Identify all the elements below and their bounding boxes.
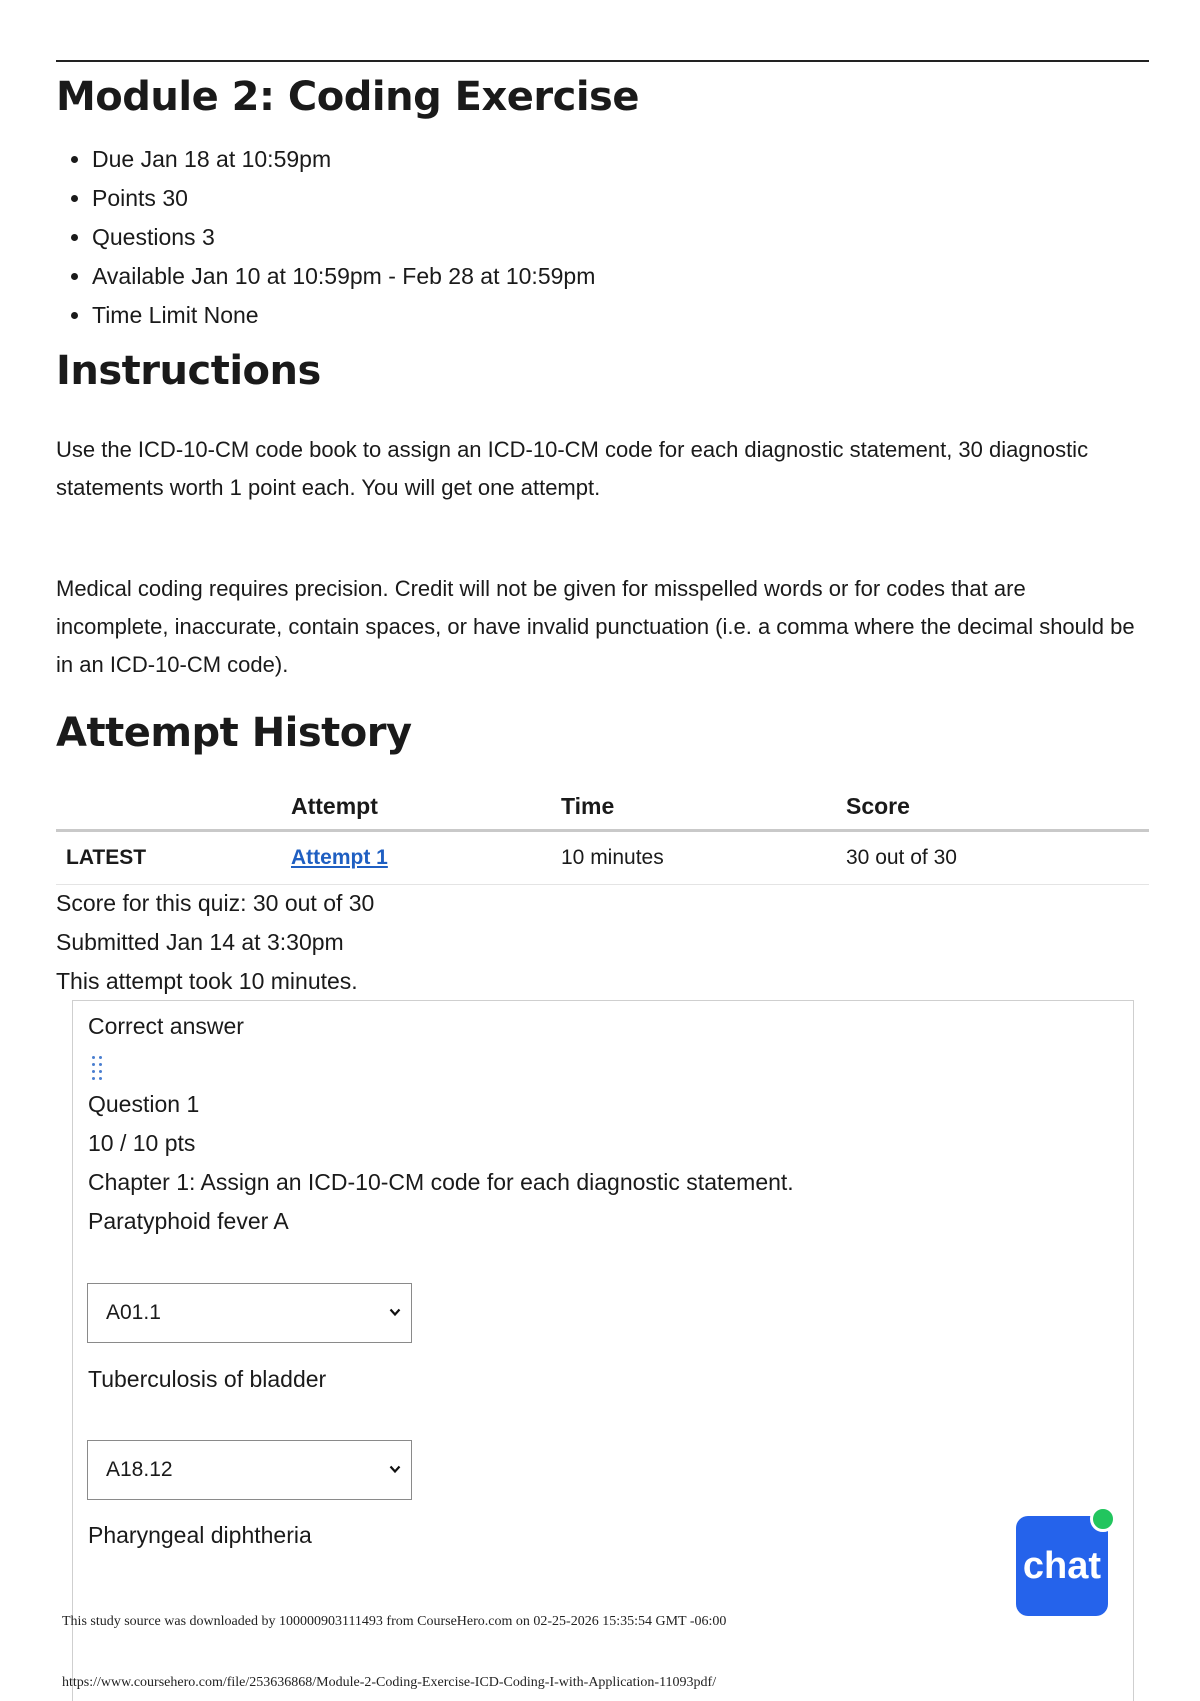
answer-select-2-value: A18.12 — [106, 1458, 173, 1481]
column-header-score: Score — [836, 783, 1149, 831]
correct-answer-label: Correct answer — [88, 1013, 244, 1039]
answer-select-1-value: A01.1 — [106, 1301, 161, 1324]
statement-3: Pharyngeal diphtheria — [88, 1522, 312, 1548]
attempt-summary — [56, 884, 374, 1001]
table-header-row — [56, 783, 1149, 831]
attempt-duration: This attempt took 10 minutes. — [56, 968, 358, 994]
attempt-history-heading: Attempt History — [56, 710, 412, 756]
submitted-date: Submitted Jan 14 at 3:30pm — [56, 929, 344, 955]
detail-due: • Due Jan 18 at 10:59pm — [92, 140, 595, 179]
top-divider — [56, 60, 1149, 62]
question-number: Question 1 — [88, 1091, 200, 1117]
statement-1: Paratyphoid fever A — [88, 1208, 289, 1234]
attempt-1-link[interactable]: Attempt 1 — [291, 846, 388, 869]
online-status-dot — [1090, 1506, 1116, 1532]
answer-select-1[interactable] — [87, 1283, 412, 1343]
drag-handle-icon[interactable] — [90, 1054, 106, 1084]
attempt-time: 10 minutes — [551, 831, 836, 885]
statement-2: Tuberculosis of bladder — [88, 1366, 327, 1392]
instructions-heading: Instructions — [56, 348, 321, 394]
download-source-notice: This study source was downloaded by 100000903111493 from CourseHero.com on 02-25-2026 15:35:54 GMT -06:00 — [62, 1614, 727, 1629]
question-card — [72, 1000, 1134, 1701]
question-prompt: Chapter 1: Assign an ICD-10-CM code for each diagnostic statement. — [88, 1169, 794, 1195]
instructions-paragraph-2: Medical coding requires precision. Credit will not be given for misspelled words or for codes that are incomplete, inaccurate, contain spaces, or have invalid punctuation (i.e. a comma where the decimal should be in an ICD-10-CM code). — [56, 576, 1135, 677]
detail-time-limit: • Time Limit None — [92, 296, 595, 335]
quiz-score: Score for this quiz: 30 out of 30 — [56, 890, 375, 916]
column-header-label — [56, 783, 281, 831]
chat-button[interactable]: chat — [1016, 1516, 1108, 1616]
answer-select-2[interactable] — [87, 1440, 412, 1500]
page-title: Module 2: Coding Exercise — [56, 74, 639, 120]
attempt-history-table — [56, 783, 1149, 885]
chevron-down-icon — [389, 1306, 401, 1318]
source-url: https://www.coursehero.com/file/253636868/Module-2-Coding-Exercise-ICD-Coding-I-with-Application-11093pdf/ — [62, 1675, 717, 1690]
column-header-attempt: Attempt — [281, 783, 551, 831]
chevron-down-icon — [389, 1463, 401, 1475]
detail-questions: • Questions 3 — [92, 218, 595, 257]
quiz-details — [56, 140, 595, 335]
question-points: 10 / 10 pts — [88, 1130, 196, 1156]
instructions-paragraph-1: Use the ICD-10-CM code book to assign an ICD-10-CM code for each diagnostic statement, 30 diagnostic statements worth 1 point each. You will get one attempt. — [56, 437, 1089, 500]
detail-points: • Points 30 — [92, 179, 595, 218]
column-header-time: Time — [551, 783, 836, 831]
table-row — [56, 831, 1149, 885]
detail-available: • Available Jan 10 at 10:59pm - Feb 28 at 10:59pm — [92, 257, 595, 296]
latest-label: LATEST — [56, 831, 281, 885]
attempt-score: 30 out of 30 — [836, 831, 1149, 885]
